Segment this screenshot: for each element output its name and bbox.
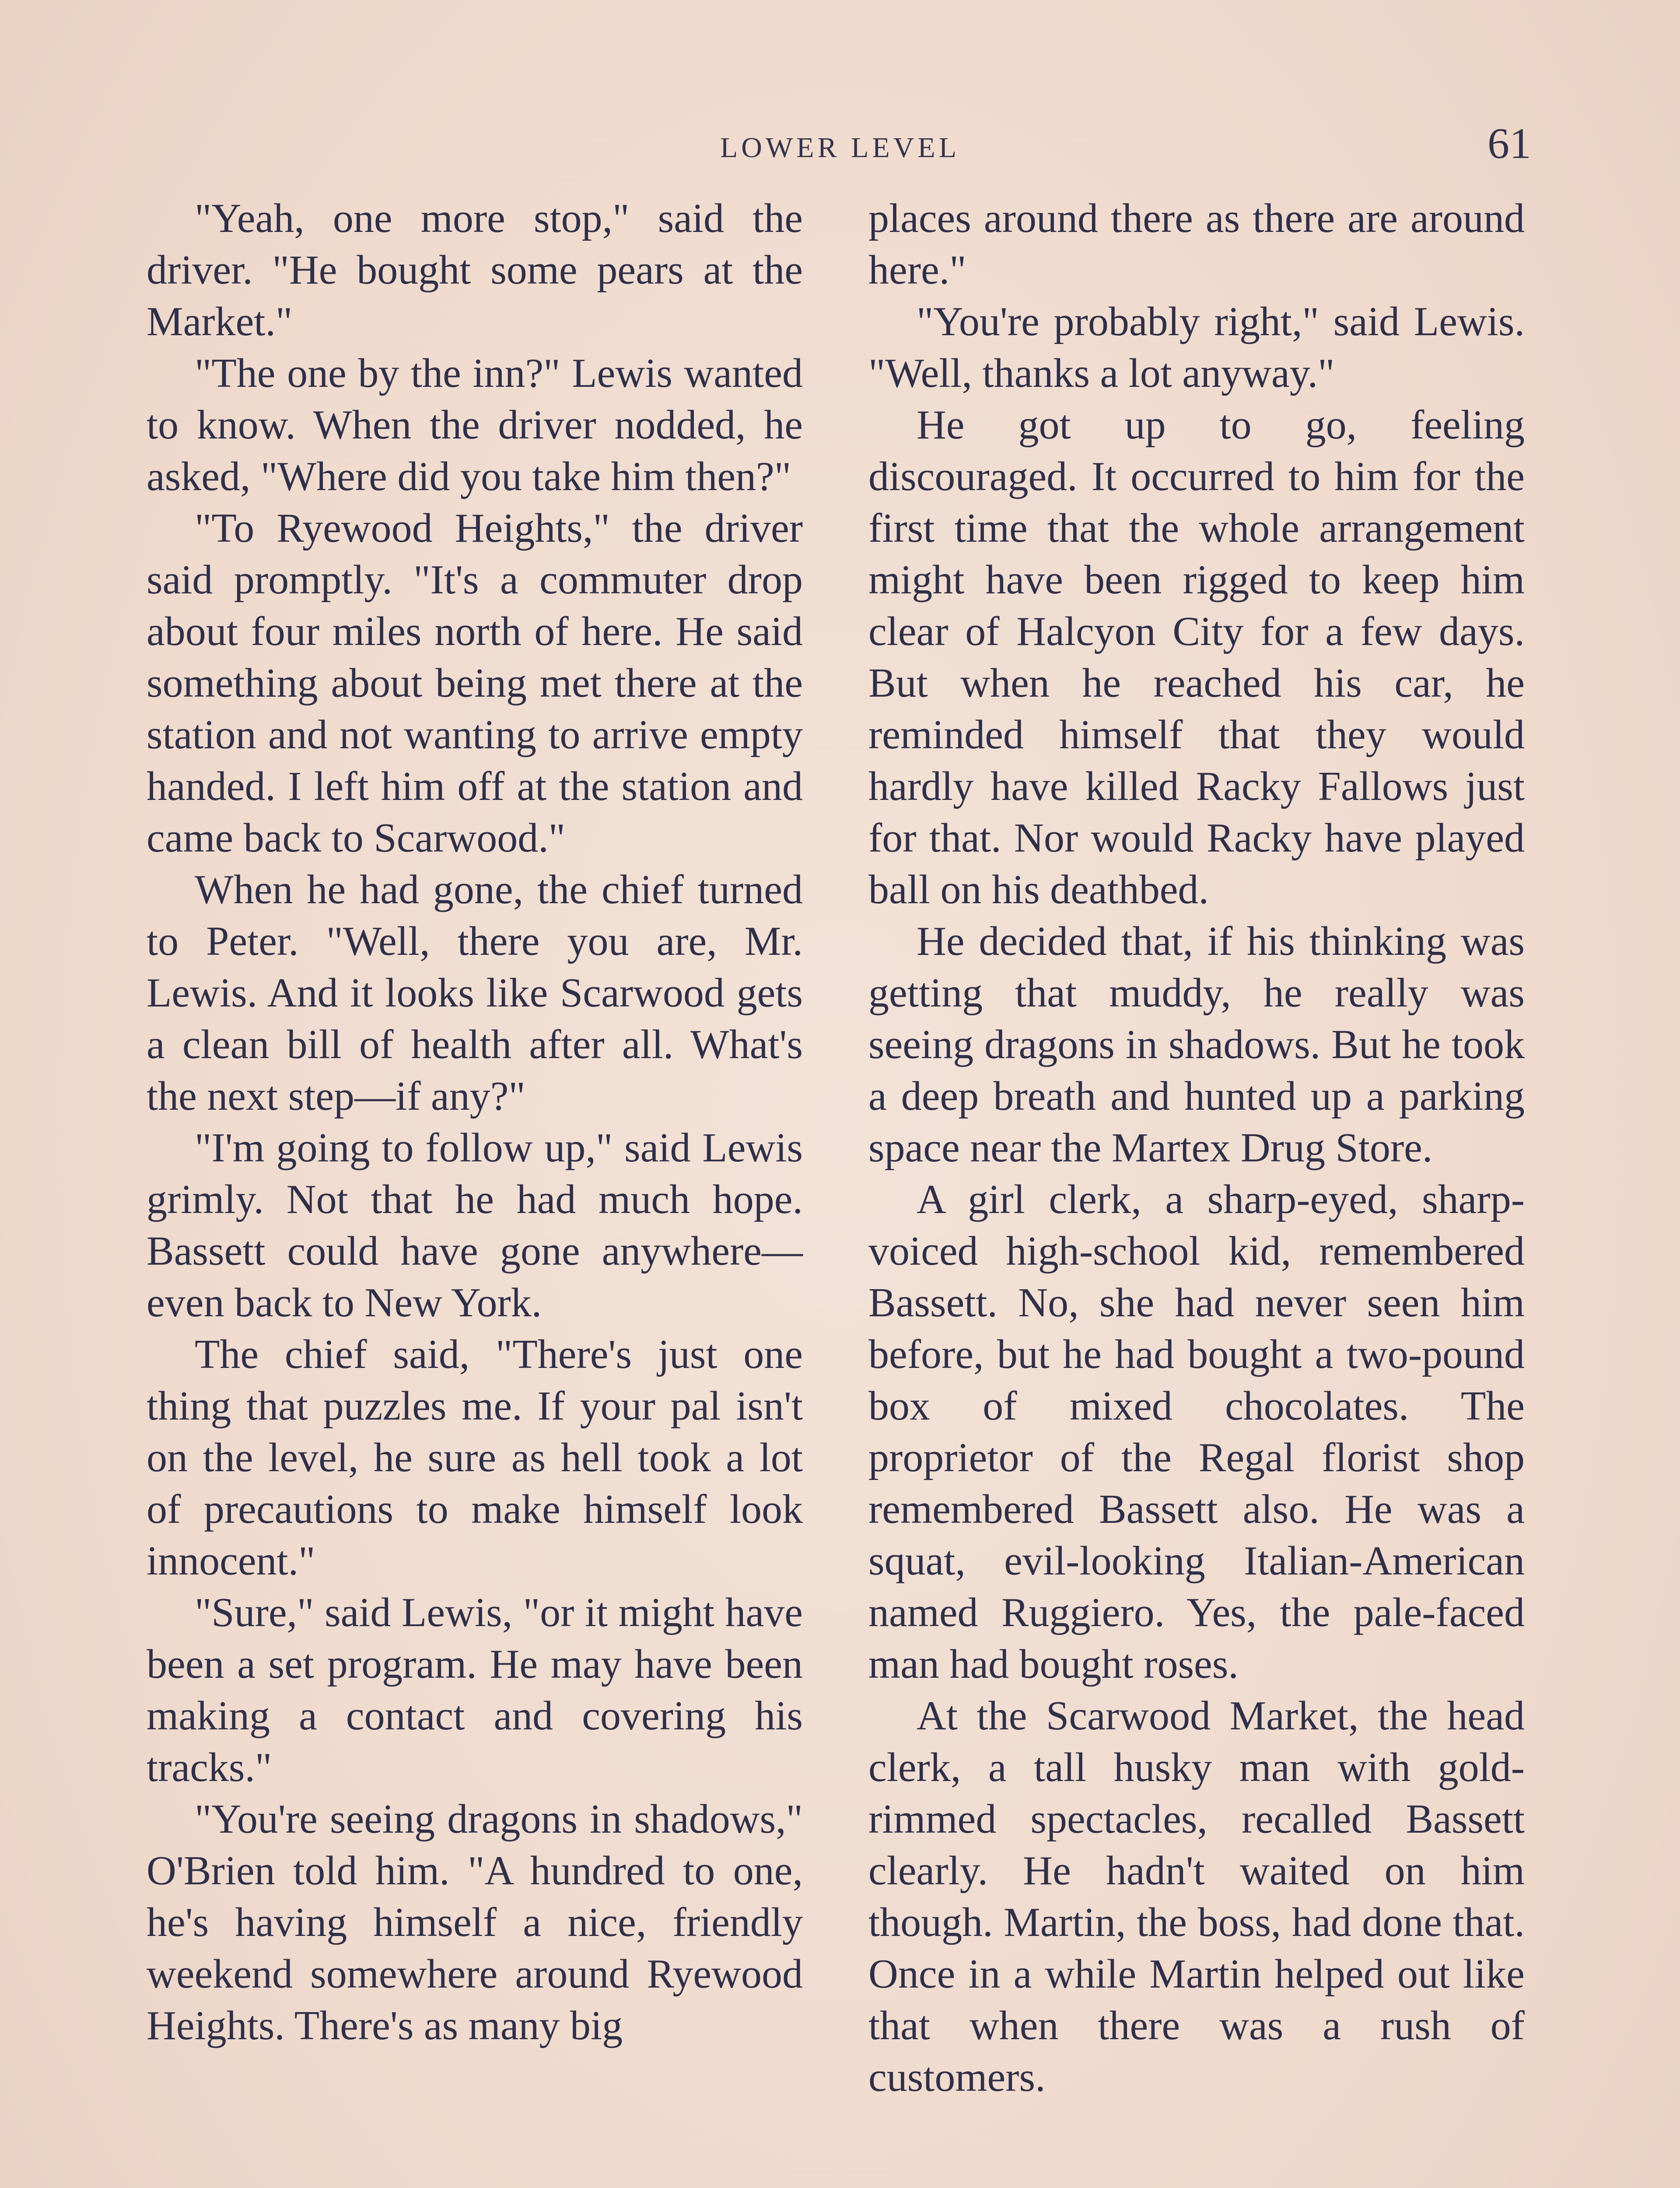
paragraph: "Yeah, one more stop," said the driver. "He bought some pears at the Market."	[147, 196, 803, 344]
page-number: 61	[1488, 119, 1531, 168]
paragraph: "Sure," said Lewis, "or it might have been a set program. He may have been making a contact and covering his tracks."	[147, 1590, 803, 1790]
paragraph: He decided that, if his thinking was getting that muddy, he really was seeing dragons in shadows. But he took a deep breath and hunted up a parking space near the Martex Drug Store.	[868, 919, 1525, 1171]
paragraph: When he had gone, the chief turned to Peter. "Well, there you are, Mr. Lewis. And it looks like Scarwood gets a clean bill of health after all. What's the next step—if any?"	[147, 867, 803, 1119]
paragraph: At the Scarwood Market, the head clerk, a tall husky man with gold-rimmed spectacles, recalled Bassett clearly. He hadn't waited on him though. Martin, the boss, had done that. Once in a while Martin helped out like that when there was a rush of customers.	[868, 1693, 1525, 2100]
paragraph: "You're probably right," said Lewis. "Well, thanks a lot anyway."	[868, 299, 1525, 396]
paragraph: "I'm going to follow up," said Lewis grimly. Not that he had much hope. Bassett could have gone anywhere—even back to New York.	[147, 1125, 803, 1325]
paragraph: The chief said, "There's just one thing that puzzles me. If your pal isn't on the level, he sure as hell took a lot of precautions to make himself look innocent."	[147, 1332, 803, 1584]
paragraph: He got up to go, feeling discouraged. It occurred to him for the first time that the whole arrangement might have been rigged to keep him clear of Halcyon City for a few days. But when he reached his car, he reminded himself that they would hardly have killed Racky Fallows just for that. Nor would Racky have played ball on his deathbed.	[868, 402, 1525, 912]
paragraph: "The one by the inn?" Lewis wanted to know. When the driver nodded, he asked, "Where did you take him then?"	[147, 351, 803, 499]
paragraph: A girl clerk, a sharp-eyed, sharp-voiced high-school kid, remembered Bassett. No, she had never seen him before, but he had bought a two-pound box of mixed chocolates. The proprietor of the Regal florist shop remembered Bassett also. He was a squat, evil-looking Italian-American named Ruggiero. Yes, the pale-faced man had bought roses.	[868, 1177, 1525, 1687]
paragraph-continued: places around there as there are around here."	[868, 196, 1525, 293]
paragraph: "You're seeing dragons in shadows," O'Brien told him. "A hundred to one, he's having himself a nice, friendly weekend somewhere around Ryewood Heights. There's as many big	[147, 1796, 803, 2048]
running-title: LOWER LEVEL	[720, 132, 960, 164]
right-column	[868, 193, 1525, 2103]
left-column	[147, 193, 803, 2051]
paragraph: "To Ryewood Heights," the driver said promptly. "It's a commuter drop about four miles north of here. He said something about being met there at the station and not wanting to arrive empty handed. I left him off at the station and came back to Scarwood."	[147, 505, 803, 861]
